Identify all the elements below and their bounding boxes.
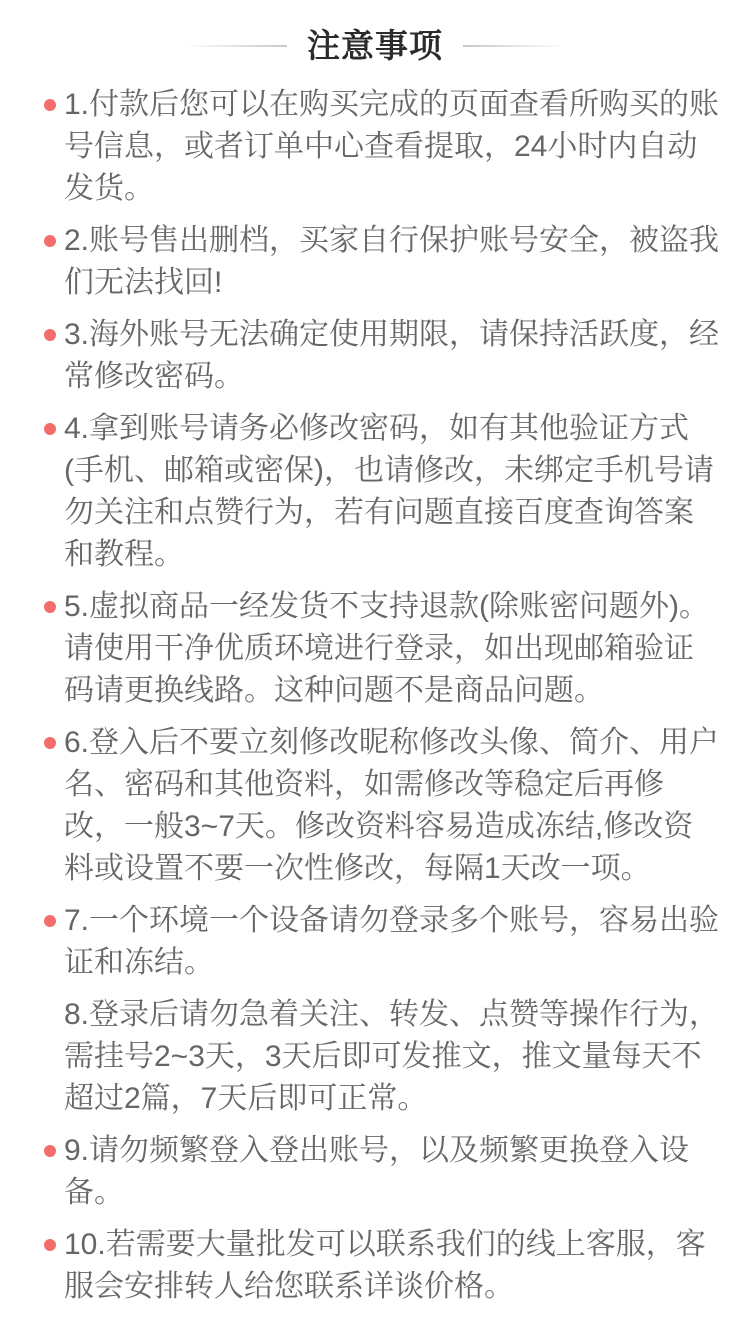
bullet-dot-icon [44, 1239, 56, 1251]
notice-item [44, 84, 720, 210]
bullet-dot-icon [44, 737, 56, 749]
notice-text: 1.付款后您可以在购买完成的页面查看所购买的账号信息，或者订单中心查看提取，24小时内自动发货。 [64, 88, 720, 205]
notice-item [44, 900, 720, 984]
notice-item [44, 586, 720, 712]
title-divider-right [463, 45, 563, 47]
notice-item [44, 220, 720, 304]
notice-item [44, 1130, 720, 1214]
notice-text: 7.一个环境一个设备请勿登录多个账号，容易出验证和冻结。 [64, 904, 720, 979]
notice-text: 6.登入后不要立刻修改昵称修改头像、简介、用户名、密码和其他资料，如需修改等稳定后再修改，一般3~7天。修改资料容易造成冻结,修改资料或设置不要一次性修改，每隔1天改一项。 [64, 726, 720, 885]
notice-item [44, 314, 720, 398]
bullet-dot-icon [44, 1145, 56, 1157]
bullet-dot-icon [44, 235, 56, 247]
notice-text: 9.请勿频繁登入登出账号，以及频繁更换登入设备。 [64, 1134, 690, 1209]
bullet-dot-icon [44, 329, 56, 341]
notice-text: 2.账号售出删档，买家自行保护账号安全，被盗我们无法找回! [64, 224, 720, 299]
notice-list [0, 66, 750, 1308]
notice-item [44, 994, 720, 1120]
title-divider-left [187, 45, 287, 47]
notice-item [44, 1224, 720, 1308]
notice-item [44, 722, 720, 890]
bullet-dot-icon [44, 99, 56, 111]
page-title: 注意事项 [307, 27, 443, 64]
notice-text: 5.虚拟商品一经发货不支持退款(除账密问题外)。请使用干净优质环境进行登录，如出现邮箱验证码请更换线路。这种问题不是商品问题。 [64, 590, 709, 707]
notice-item [44, 408, 720, 576]
page-header [0, 0, 750, 66]
notice-text: 3.海外账号无法确定使用期限，请保持活跃度，经常修改密码。 [64, 318, 720, 393]
notice-text: 4.拿到账号请务必修改密码，如有其他验证方式(手机、邮箱或密保)，也请修改，未绑定手机号请勿关注和点赞行为，若有问题直接百度查询答案和教程。 [64, 412, 714, 571]
bullet-dot-icon [44, 915, 56, 927]
bullet-dot-icon [44, 423, 56, 435]
bullet-dot-icon [44, 601, 56, 613]
notice-text: 10.若需要大量批发可以联系我们的线上客服，客服会安排转人给您联系详谈价格。 [64, 1228, 706, 1303]
notice-text: 8.登录后请勿急着关注、转发、点赞等操作行为，需挂号2~3天，3天后即可发推文，推文量每天不超过2篇，7天后即可正常。 [64, 998, 720, 1115]
